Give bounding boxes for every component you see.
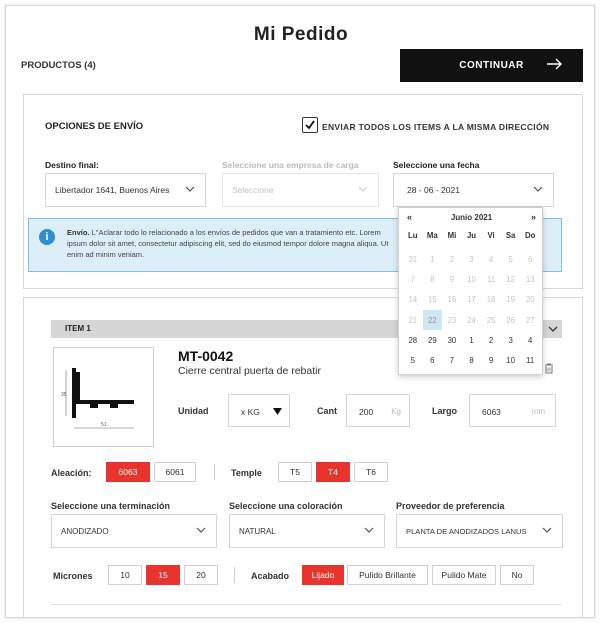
calendar-day[interactable]: 19: [506, 295, 515, 305]
calendar-day[interactable]: 24: [467, 315, 476, 325]
calendar-day[interactable]: 9: [449, 274, 455, 284]
drawing-height-label: 35: [61, 392, 67, 398]
calendar-day[interactable]: 31: [408, 254, 418, 264]
micrones-option-15[interactable]: 15: [146, 565, 180, 585]
calendar-day[interactable]: 16: [447, 295, 457, 305]
date-label: Seleccione una fecha: [393, 160, 480, 170]
calendar-day[interactable]: 27: [525, 315, 535, 325]
continue-button[interactable]: [400, 49, 583, 82]
prev-month-button[interactable]: «: [407, 212, 413, 222]
unidad-value: x KG: [241, 407, 260, 417]
info-text: [67, 227, 397, 260]
calendar-day[interactable]: 4: [488, 254, 494, 264]
page-title: Mi Pedido: [253, 24, 349, 45]
unidad-label: Unidad: [178, 406, 209, 416]
caret-down-icon: [273, 408, 282, 415]
divider: [51, 604, 562, 605]
weekday-label: Ma: [426, 231, 438, 240]
date-picker-popup: [398, 207, 543, 375]
chevron-down-icon: [185, 186, 195, 193]
products-count: PRODUCTOS (4): [21, 60, 96, 71]
calendar-day[interactable]: 17: [467, 295, 476, 305]
date-value: 28 - 06 - 2021: [407, 185, 460, 195]
info-body: L"Aclarar todo lo relacionado a los envíos de pedidos que van a tratamiento etc. Lorem ipsum dolor sit amet, consectetur adipiscing elit, sed do eiusmod tempor dolore magna aliqua. Ut enim ad minim veniam.: [67, 228, 389, 259]
temple-option-t5[interactable]: T5: [278, 462, 312, 482]
calendar-day[interactable]: 9: [488, 356, 494, 366]
terminacion-label: Seleccione una terminación: [51, 501, 171, 511]
calendar-day[interactable]: 11: [487, 274, 496, 284]
chevron-down-icon: [533, 186, 543, 193]
calendar-day[interactable]: 2: [449, 254, 455, 264]
largo-unit: mm: [531, 407, 545, 416]
calendar-day[interactable]: 5: [508, 254, 513, 264]
info-bold: Envío.: [67, 228, 90, 237]
carrier-select[interactable]: [222, 173, 379, 207]
weekday-row: [403, 231, 540, 240]
calendar-day[interactable]: 25: [486, 315, 496, 325]
calendar-grid: [403, 249, 540, 371]
calendar-day[interactable]: 10: [467, 274, 476, 284]
next-month-button[interactable]: »: [530, 212, 536, 222]
aleacion-option-6061[interactable]: 6061: [154, 462, 196, 482]
acabado-label: Acabado: [251, 571, 290, 581]
calendar-day[interactable]: 8: [469, 356, 474, 366]
destination-value: Libertador 1641, Buenos Aires: [55, 185, 170, 195]
carrier-placeholder: Seleccione: [232, 185, 274, 195]
coloracion-label: Seleccione una coloración: [229, 501, 343, 511]
destination-label: Destino final:: [45, 160, 99, 170]
chevron-down-icon: [542, 527, 552, 534]
profile-drawing-icon: [54, 348, 153, 446]
date-select[interactable]: [393, 173, 554, 207]
calendar-day[interactable]: 29: [428, 335, 437, 345]
same-address-checkbox[interactable]: [302, 117, 318, 133]
calendar-day[interactable]: 26: [506, 315, 515, 325]
micrones-option-10[interactable]: 10: [108, 565, 142, 585]
calendar-day[interactable]: 22: [423, 310, 443, 330]
calendar-day[interactable]: 3: [508, 335, 513, 345]
calendar-day[interactable]: 3: [469, 254, 474, 264]
micrones-label: Micrones: [53, 571, 93, 581]
calendar-day[interactable]: 30: [447, 335, 457, 345]
calendar-day[interactable]: 11: [526, 356, 535, 366]
largo-label: Largo: [432, 406, 458, 416]
calendar-day[interactable]: 6: [430, 356, 435, 366]
aleacion-option-6063[interactable]: 6063: [106, 462, 150, 482]
temple-option-t6[interactable]: T6: [354, 462, 388, 482]
cant-label: Cant: [317, 406, 337, 416]
terminacion-select[interactable]: [51, 514, 217, 548]
calendar-day[interactable]: 28: [408, 335, 418, 345]
unidad-select[interactable]: [228, 394, 290, 427]
calendar-day[interactable]: 2: [488, 335, 494, 345]
same-address-label: ENVIAR TODOS LOS ITEMS A LA MISMA DIRECCIÓN: [322, 122, 550, 132]
calendar-day[interactable]: 7: [410, 274, 415, 284]
weekday-label: Do: [525, 231, 536, 240]
item-label: ITEM 1: [65, 324, 91, 333]
trash-icon[interactable]: [544, 363, 554, 374]
weekday-label: Ju: [466, 231, 477, 240]
calendar-day[interactable]: 6: [528, 254, 533, 264]
chevron-down-icon[interactable]: [548, 326, 558, 333]
calendar-month: Junio 2021: [450, 213, 493, 222]
destination-select[interactable]: [45, 173, 206, 207]
terminacion-value: ANODIZADO: [61, 526, 109, 536]
checkmark-icon: [303, 118, 317, 132]
product-drawing: [53, 347, 154, 447]
acabado-option-pulido-brillante[interactable]: Pulido Brillante: [347, 565, 428, 585]
calendar-day[interactable]: 13: [525, 274, 535, 284]
cant-value: 200: [359, 407, 374, 417]
calendar-day[interactable]: 1: [469, 335, 474, 345]
drawing-width-label: 51: [101, 422, 107, 428]
coloracion-value: NATURAL: [239, 526, 276, 536]
proveedor-value: PLANTA DE ANODIZADOS LANUS: [406, 526, 527, 536]
micrones-option-20[interactable]: 20: [184, 565, 218, 585]
calendar-day[interactable]: 7: [449, 356, 455, 366]
cant-input[interactable]: [346, 394, 410, 427]
calendar-day[interactable]: 12: [506, 274, 515, 284]
order-page: [5, 5, 595, 618]
proveedor-label: Proveedor de preferencia: [396, 501, 505, 511]
calendar-day[interactable]: 10: [506, 356, 515, 366]
calendar-day[interactable]: 15: [428, 295, 437, 305]
largo-value: 6063: [482, 407, 501, 417]
calendar-day[interactable]: 8: [430, 274, 435, 284]
divider: [214, 464, 215, 480]
weekday-label: Lu: [408, 231, 418, 240]
chevron-down-icon: [358, 186, 368, 193]
temple-option-t4[interactable]: T4: [316, 462, 350, 482]
divider: [234, 567, 235, 583]
calendar-header: [399, 212, 544, 226]
calendar-day[interactable]: 5: [410, 356, 415, 366]
aleacion-label: Aleación:: [51, 468, 92, 478]
acabado-option-no[interactable]: No: [500, 565, 534, 585]
shipping-title: OPCIONES DE ENVÍO: [45, 121, 144, 132]
weekday-label: Sa: [505, 231, 516, 240]
weekday-label: Vi: [487, 231, 495, 240]
calendar-day[interactable]: 4: [528, 335, 533, 345]
calendar-day[interactable]: 23: [447, 315, 457, 325]
product-code: MT-0042: [178, 348, 234, 364]
info-icon: i: [39, 229, 55, 245]
calendar-day[interactable]: 18: [486, 295, 496, 305]
arrow-right-icon: [547, 58, 563, 70]
chevron-down-icon: [196, 527, 206, 534]
calendar-day[interactable]: 14: [408, 295, 418, 305]
chevron-down-icon: [364, 527, 374, 534]
coloracion-select[interactable]: [229, 514, 385, 548]
product-description: Cierre central puerta de rebatir: [178, 365, 321, 377]
largo-input[interactable]: [469, 394, 556, 427]
carrier-label: Seleccione una empresa de carga: [222, 160, 359, 170]
cant-unit: Kg: [391, 407, 401, 416]
weekday-label: Mi: [447, 231, 457, 240]
calendar-day[interactable]: 21: [408, 315, 418, 325]
continue-label: CONTINUAR: [459, 60, 524, 71]
proveedor-select[interactable]: [396, 514, 563, 548]
acabado-option-lijado[interactable]: Lijado: [302, 565, 344, 585]
temple-label: Temple: [231, 468, 262, 478]
acabado-option-pulido-mate[interactable]: Pulido Mate: [432, 565, 496, 585]
calendar-day[interactable]: 1: [430, 254, 435, 264]
calendar-day[interactable]: 20: [525, 295, 535, 305]
